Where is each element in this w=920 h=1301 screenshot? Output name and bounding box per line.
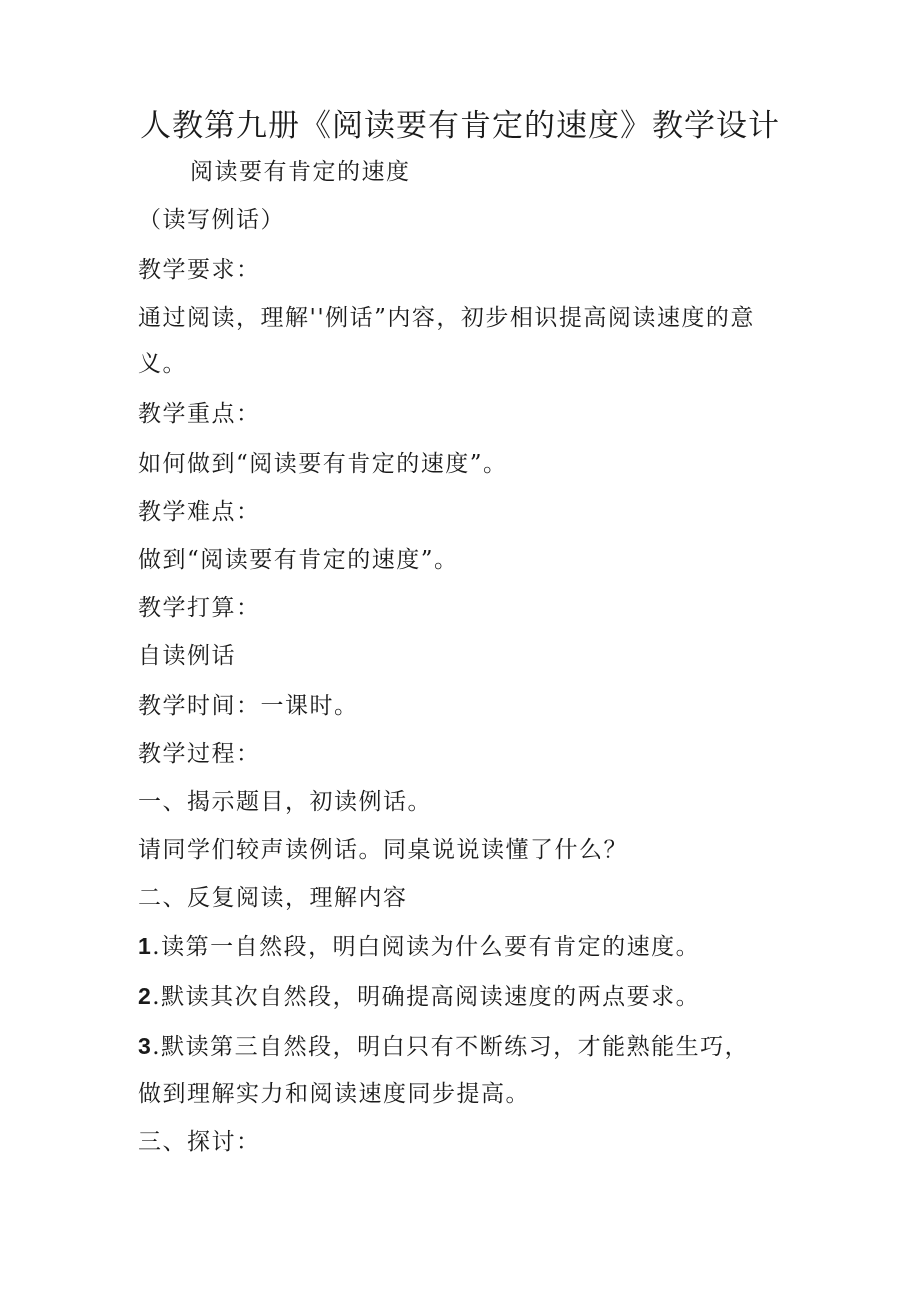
item-number: 1 [138,933,153,959]
heading-key-points: 教学重点： [138,401,261,427]
item-text: .读第一自然段，明白阅读为什么要有肯定的速度。 [152,934,701,960]
document-subtitle: 阅读要有肯定的速度 [190,159,411,185]
heading-process: 教学过程： [138,741,261,767]
requirements-text-line2: 义。 [138,351,187,377]
heading-requirements: 教学要求： [138,257,261,283]
item-number: 3 [138,1033,153,1059]
item-text: .默读第三自然段，明白只有不断练习，才能熟能生巧， [152,1034,750,1060]
heading-difficulties: 教学难点： [138,499,261,525]
teaching-time: 教学时间：一课时。 [138,693,359,719]
numbered-item-3-continuation: 做到理解实力和阅读速度同步提高。 [138,1081,530,1107]
section-two-heading: 二、反复阅读，理解内容 [138,885,408,911]
item-text: .默读其次自然段，明确提高阅读速度的两点要求。 [152,984,701,1010]
requirements-text-line1: 通过阅读，理解''例话”内容，初步相识提高阅读速度的意 [138,305,755,331]
genre-note: （读写例话） [138,207,285,233]
heading-preparation: 教学打算： [138,595,261,621]
section-three-heading: 三、探讨： [138,1129,261,1155]
numbered-item-1 [138,930,700,963]
section-one-text: 请同学们较声读例话。同桌说说读懂了什么？ [138,837,628,863]
item-number: 2 [138,983,153,1009]
numbered-item-3 [138,1030,749,1063]
difficulties-text: 做到“阅读要有肯定的速度”。 [138,547,459,573]
document-title: 人教第九册《阅读要有肯定的速度》教学设计 [140,108,780,144]
section-one-heading: 一、揭示题目，初读例话。 [138,789,432,815]
key-points-text: 如何做到“阅读要有肯定的速度”。 [138,451,508,477]
preparation-text: 自读例话 [138,643,236,669]
numbered-item-2 [138,980,700,1013]
